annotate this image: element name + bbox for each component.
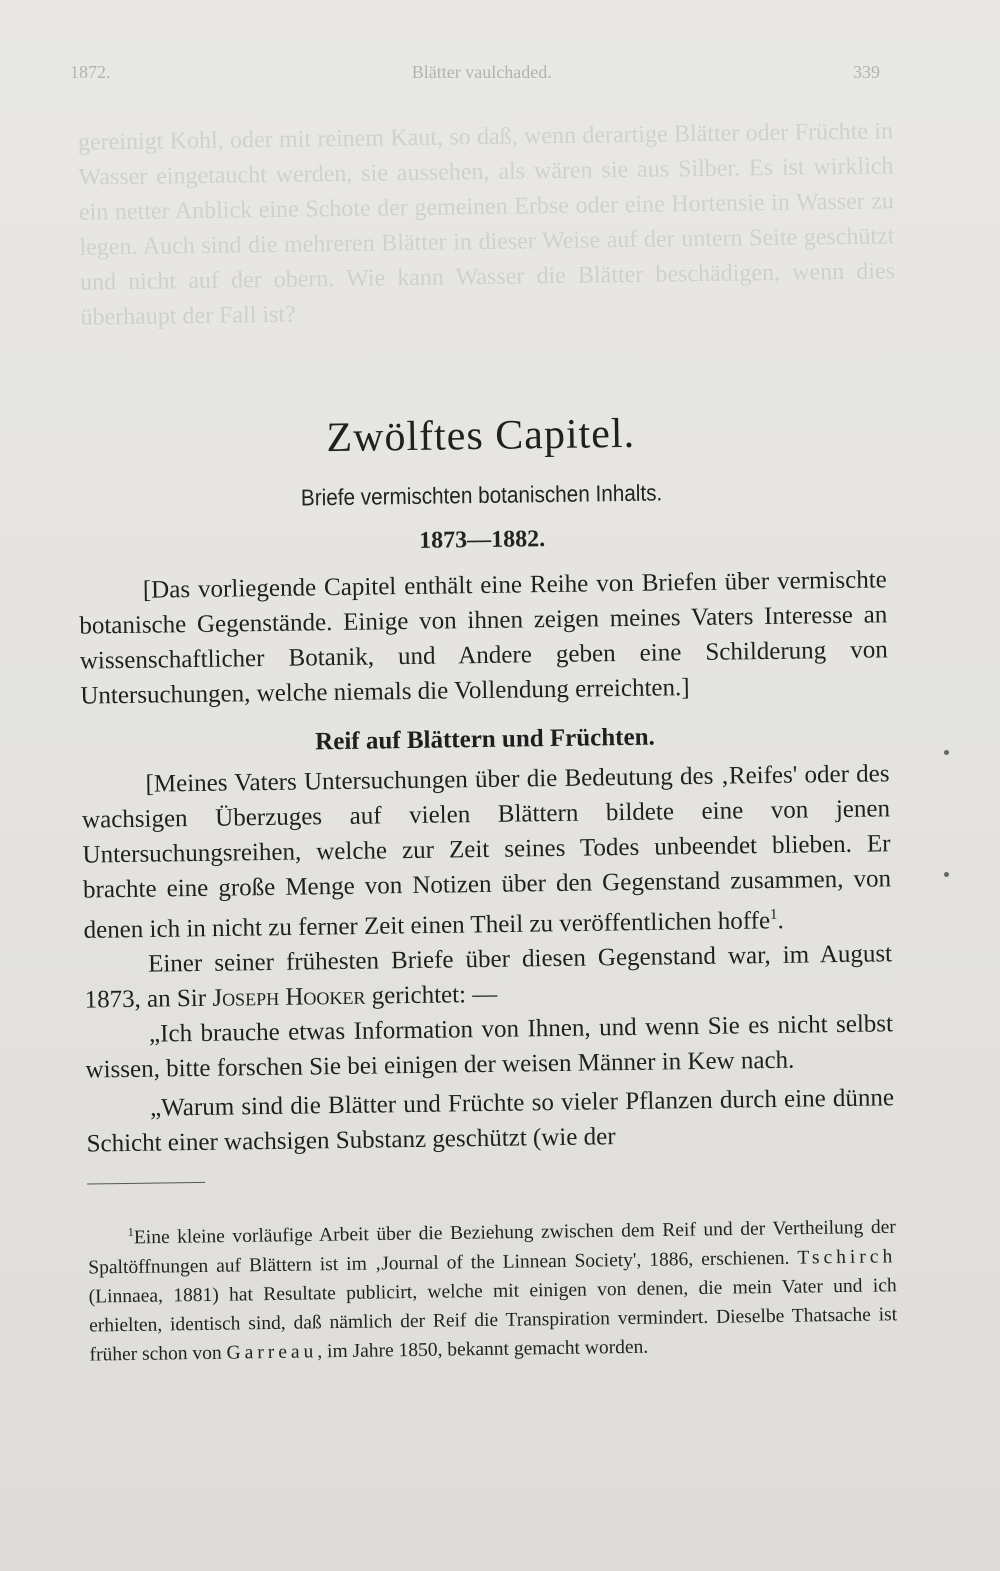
letter-paragraph-2: „Warum sind die Blätter und Früchte so vieler Pflanzen durch eine dünne Schicht einer wachsigen Substanz geschützt (wie der bbox=[86, 1084, 895, 1158]
footnote-rule bbox=[87, 1182, 205, 1185]
paragraph-letter-intro bbox=[84, 937, 893, 1018]
margin-mark bbox=[944, 872, 949, 877]
section-heading: Reif auf Blättern und Früchten. bbox=[315, 723, 655, 756]
paragraph-letter-intro-start: Einer seiner frühesten Briefe über diesen Gegenstand war, im August 1873, an Sir bbox=[84, 940, 893, 1014]
footnote-text-a: Eine kleine vorläufige Arbeit über die Beziehung zwischen dem Reif und der Vertheilung der Spaltöffnungen auf Blättern ist im ‚Journal of the Linnean Society', 1886, erschienen. bbox=[88, 1217, 896, 1279]
author-tschirch: Tschirch bbox=[797, 1246, 897, 1269]
author-garreau: Garreau bbox=[226, 1341, 318, 1364]
chapter-subtitle: Briefe vermischten botanischen Inhalts. bbox=[300, 479, 663, 511]
intro-paragraph: [Das vorliegende Capitel enthält eine Reihe von Briefen über vermischte botanische Gegenstände. Einige von ihnen zeigen meines Vaters Interesse an wissenschaftlicher Botanik, und Andere geben eine Schilderung von Untersuchungen, welche niemals die Vollendung erreichten.] bbox=[79, 566, 888, 710]
chapter-years: 1873—1882. bbox=[419, 526, 546, 554]
running-head-right: 339 bbox=[852, 62, 880, 82]
running-head-bleedthrough bbox=[70, 62, 880, 83]
person-name-hooker: Joseph Hooker bbox=[212, 982, 366, 1013]
footnote-text-b: (Linnaea, 1881) hat Resultate publicirt, welche mit einigen von denen, die mein Vater und ich erhielten, identisch sind, daß nämlich der Reif die Transpiration vermindert. Dieselbe Thatsache ist früher schon von bbox=[88, 1275, 898, 1366]
running-head-center: Blätter vaulchaded. bbox=[411, 62, 552, 82]
bleed-through-text: gereinigt Kohl, oder mit reinem Kaut, so daß, wenn derartige Blätter oder Früchte in Wasser eingetaucht werden, sie aussehen, als wären sie aus Silber. Es ist wirklich ein netter Anblick eine Schote der gemeinen Erbse oder eine Hortensie in Wasser zu legen. Auch sind die mehreren Blätter in dieser Weise auf der untern Seite geschützt und nicht auf der obern. Wie kann Wasser die Blätter beschädigen, wenn dies überhaupt der Fall ist? bbox=[77, 118, 896, 331]
chapter-title: Zwölftes Capitel. bbox=[326, 410, 636, 462]
footnote-ref: 1 bbox=[769, 906, 778, 923]
letter-paragraph-1: „Ich brauche etwas Information von Ihnen, und wenn Sie es nicht selbst wissen, bitte forschen Sie bei einigen der weisen Männer in Kew nach. bbox=[85, 1010, 894, 1084]
footnote-text-c: , im Jahre 1850, bekannt gemacht worden. bbox=[317, 1336, 649, 1363]
paragraph-reif-end: . bbox=[777, 907, 785, 935]
margin-mark bbox=[944, 750, 949, 755]
paragraph-reif bbox=[81, 756, 891, 948]
footnote bbox=[88, 1202, 898, 1370]
paragraph-reif-text: [Meines Vaters Untersuchungen über die Bedeutung des ‚Reifes' oder des wachsigen Überzuges auf vielen Blättern bildete eine von jenen Untersuchungsreihen, welche zur Zeit seines Todes unbeendet blieben. Er brachte eine große Menge von Notizen über den Gegenstand zusammen, von denen ich in nicht zu ferner Zeit einen Theil zu veröffentlichen hoffe bbox=[81, 760, 892, 944]
footnote-number: 1 bbox=[127, 1225, 134, 1240]
paragraph-letter-intro-end: gerichtet: — bbox=[371, 981, 498, 1010]
running-head-left: 1872. bbox=[70, 62, 111, 82]
page-content bbox=[76, 406, 897, 1369]
